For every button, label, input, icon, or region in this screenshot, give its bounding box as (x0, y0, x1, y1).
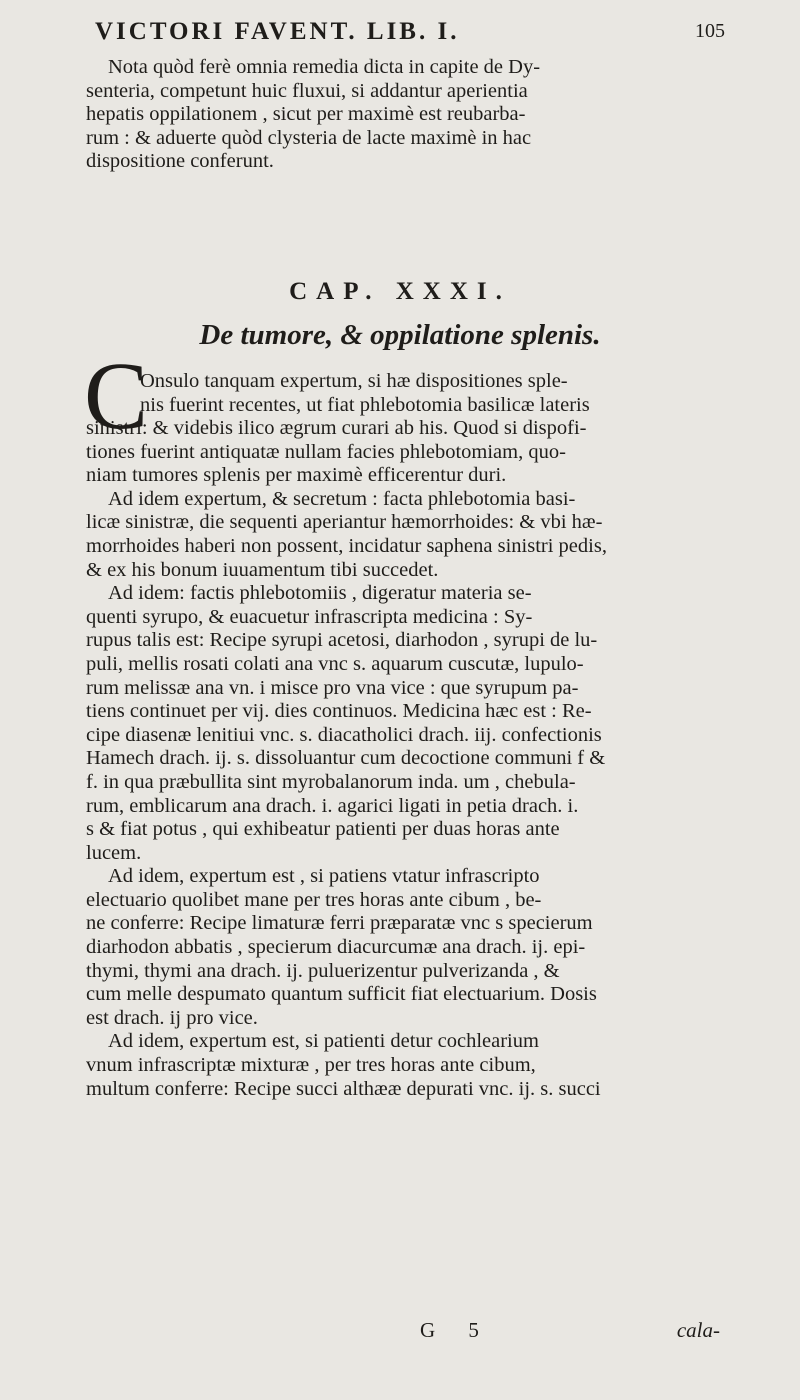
text-line: thymi, thymi ana drach. ij. puluerizentur pulverizanda , & (86, 959, 560, 982)
chapter-title: De tumore, & oppilatione splenis. (199, 319, 601, 351)
text-line: rupus talis est: Recipe syrupi acetosi, diarhodon , syrupi de lu- (86, 629, 598, 652)
text-line: cum melle despumato quantum sufficit fiat electuarium. Dosis (86, 983, 597, 1006)
text-line: puli, mellis rosati colati ana vnc s. aquarum cuscutæ, lupulo- (86, 652, 584, 675)
text-line: ne conferre: Recipe limaturæ ferri præparatæ vnc s specierum (86, 912, 593, 935)
text-line: Nota quòd ferè omnia remedia dicta in capite de Dy- (108, 56, 541, 78)
drop-cap: C (84, 342, 149, 449)
catchword: cala- (676, 1318, 720, 1342)
signature-mark: G 5 (420, 1318, 493, 1342)
text-line: licæ sinistræ, die sequenti aperiantur hæmorrhoides: & vbi hæ- (86, 511, 603, 534)
text-line: tiens continuet per vij. dies continuos. Medicina hæc est : Re- (86, 700, 592, 723)
text-line: est drach. ij pro vice. (86, 1006, 258, 1029)
text-line: lucem. (86, 841, 142, 864)
page-footer (420, 1318, 720, 1344)
text-line: senteria, competunt huic fluxui, si addantur aperientia (86, 79, 528, 102)
text-line: vnum infrascriptæ mixturæ , per tres horas ante cibum, (86, 1054, 536, 1077)
text-line: Ad idem, expertum est, si patienti detur cochlearium (108, 1030, 539, 1053)
text-line: rum, emblicarum ana drach. i. agarici ligati in petia drach. i. (86, 794, 579, 817)
intro-paragraph (86, 56, 718, 174)
text-line: rum : & aduerte quòd clysteria de lacte maximè in hac (86, 126, 532, 149)
first-paragraph-opening (140, 370, 718, 417)
text-line: quenti syrupo, & euacuetur infrascripta medicina : Sy- (86, 605, 533, 628)
text-line: niam tumores splenis per maximè efficerentur duri. (86, 464, 507, 487)
text-line: nis fuerint recentes, ut fiat phlebotomia basilicæ lateris (140, 393, 590, 416)
text-line: & ex his bonum iuuamentum tibi succedet. (86, 558, 439, 581)
text-line: electuario quolibet mane per tres horas ante cibum , be- (86, 888, 542, 911)
text-line: dispositione conferunt. (86, 150, 274, 173)
text-line: sinistri: & videbis ilico ægrum curari ab his. Quod si dispofi- (86, 417, 587, 439)
chapter-body (86, 417, 718, 1101)
chapter-heading: CAP. XXXI. (289, 278, 511, 305)
running-head (95, 18, 725, 48)
text-line: rum melissæ ana vn. i misce pro vna vice : que syrupum pa- (86, 676, 579, 699)
text-line: hepatis oppilationem , sicut per maximè est reubarba- (86, 103, 526, 126)
text-line: cipe diasenæ lenitiui vnc. s. diacatholici drach. iij. confectionis (86, 723, 602, 746)
page-number: 105 (695, 20, 725, 42)
text-line: Onsulo tanquam expertum, si hæ dispositiones sple- (140, 370, 568, 392)
text-line: morrhoides haberi non possent, incidatur saphena sinistri pedis, (86, 534, 607, 557)
text-line: Ad idem expertum, & secretum : facta phlebotomia basi- (108, 487, 576, 510)
text-line: f. in qua præbullita sint myrobalanorum inda. um , chebula- (86, 770, 576, 793)
text-line: Ad idem: factis phlebotomiis , digeratur materia se- (108, 582, 532, 605)
text-line: diarhodon abbatis , specierum diacurcumæ ana drach. ij. epi- (86, 936, 586, 959)
text-line: Hamech drach. ij. s. dissoluantur cum decoctione communi f & (86, 747, 606, 770)
text-line: s & fiat potus , qui exhibeatur patienti per duas horas ante (86, 818, 560, 841)
running-head-title: VICTORI FAVENT. LIB. I. (95, 18, 460, 45)
text-line: Ad idem, expertum est , si patiens vtatur infrascripto (108, 865, 540, 888)
text-line: multum conferre: Recipe succi althææ depurati vnc. ij. s. succi (86, 1077, 601, 1100)
text-line: tiones fuerint antiquatæ nullam facies phlebotomiam, quo- (86, 440, 566, 463)
